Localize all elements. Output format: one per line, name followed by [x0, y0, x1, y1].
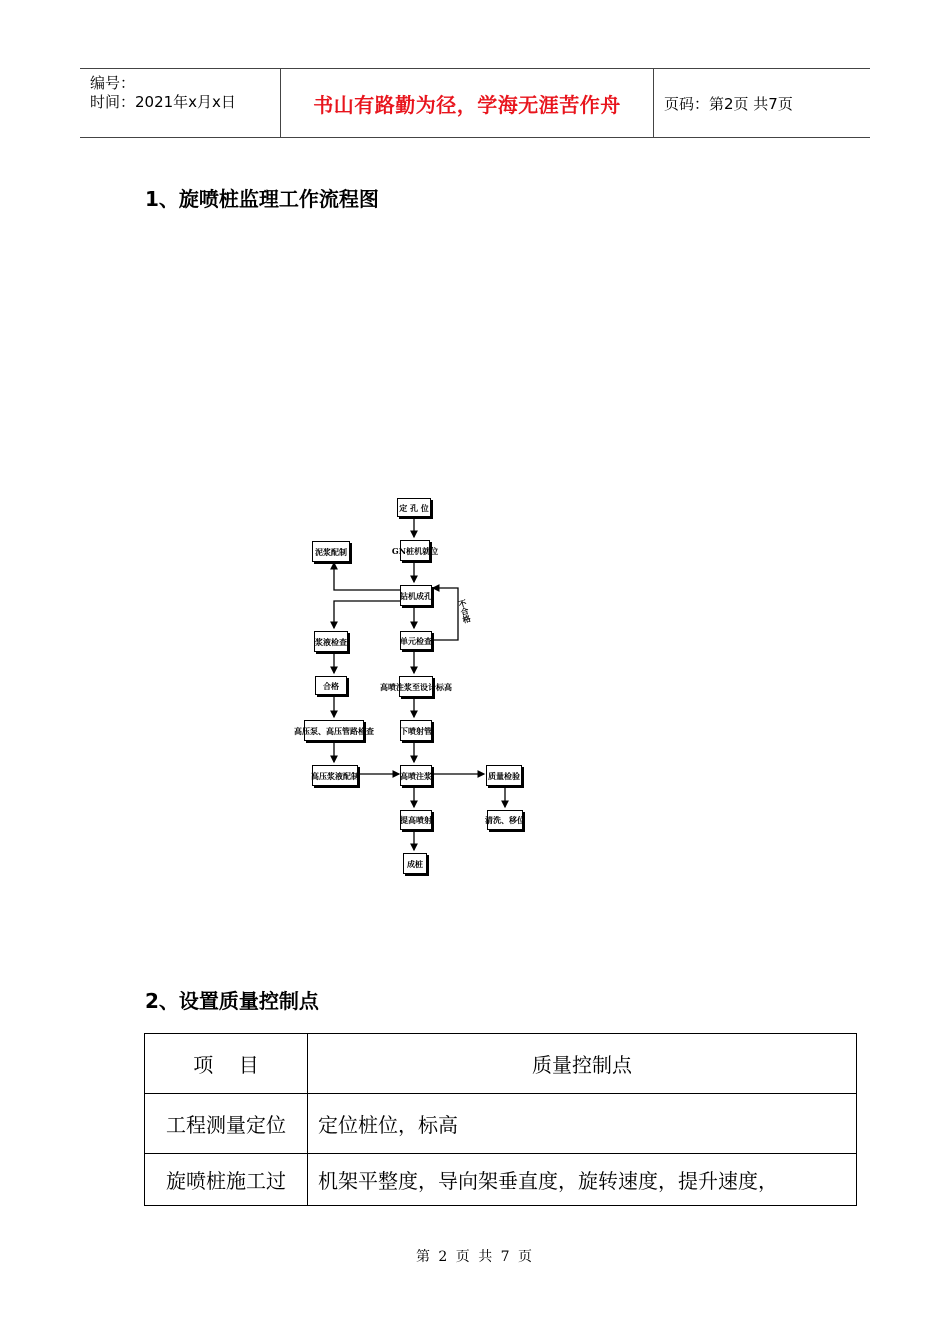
flow-node-qualified: 合格 — [315, 676, 347, 695]
table-header-item: 项 目 — [145, 1034, 308, 1094]
flow-node-lower-jet-pipe: 下喷射管 — [400, 720, 432, 741]
table-row — [145, 1094, 857, 1154]
flow-node-quality-inspection: 质量检验 — [486, 765, 522, 786]
flow-node-hp-slurry-preparation: 高压浆液配制 — [312, 765, 358, 786]
flow-node-grout-to-elevation: 高喷注浆至设计标高 — [399, 676, 433, 697]
arrow-n3-l1 — [334, 563, 401, 590]
page-header — [80, 68, 870, 138]
supervision-flowchart — [294, 495, 530, 880]
header-info-cell — [80, 69, 281, 137]
header-page-cell — [654, 69, 870, 137]
flow-node-locate-hole: 定 孔 位 — [397, 498, 431, 517]
header-page-number: 页码：第2页 共7页 — [664, 94, 793, 113]
flow-node-rig-position: GN桩机就位 — [400, 540, 430, 561]
table-cell-control-points: 定位桩位，标高 — [308, 1094, 857, 1154]
page-footer: 第 2 页 共 7 页 — [415, 1249, 535, 1265]
arrow-n4-n3-fail — [431, 588, 458, 640]
flow-node-slurry-check: 浆液检查 — [314, 631, 348, 652]
flow-node-pump-pipeline-check: 高压泵、高压管路检查 — [304, 720, 364, 741]
table-header-control-points: 质量控制点 — [308, 1034, 857, 1094]
section-title-flowchart: 1、旋喷桩监理工作流程图 — [145, 187, 379, 211]
document-number-label: 编号： — [90, 74, 136, 92]
section-title-quality-control: 2、设置质量控制点 — [145, 989, 319, 1013]
table-row — [145, 1154, 857, 1206]
flow-node-unit-inspection: 单元检查 — [400, 631, 432, 650]
table-cell-item: 工程测量定位 — [145, 1094, 308, 1154]
flow-node-high-pressure-grouting: 高喷注浆 — [400, 765, 432, 786]
document-date-label: 时间：2021年x月x日 — [90, 93, 236, 111]
table-cell-control-points: 机架平整度，导向架垂直度，旋转速度，提升速度， — [308, 1154, 857, 1206]
table-cell-item: 旋喷桩施工过 — [145, 1154, 308, 1206]
arrow-n3-l2 — [334, 601, 401, 628]
flow-node-drill-hole: 钻机成孔 — [400, 585, 432, 606]
header-motto: 书山有路勤为径，学海无涯苦作舟 — [313, 92, 621, 117]
flow-node-mud-preparation: 泥浆配制 — [312, 541, 350, 562]
quality-control-table — [144, 1033, 857, 1206]
table-header-row — [145, 1034, 857, 1094]
flow-node-lift-jetting: 提高喷射 — [400, 810, 432, 830]
flow-node-clean-relocate: 清洗、移位 — [487, 810, 523, 830]
header-motto-cell — [281, 69, 654, 137]
flow-node-pile-complete: 成桩 — [403, 853, 427, 874]
flow-label-unqualified: 不合格 — [457, 598, 473, 625]
